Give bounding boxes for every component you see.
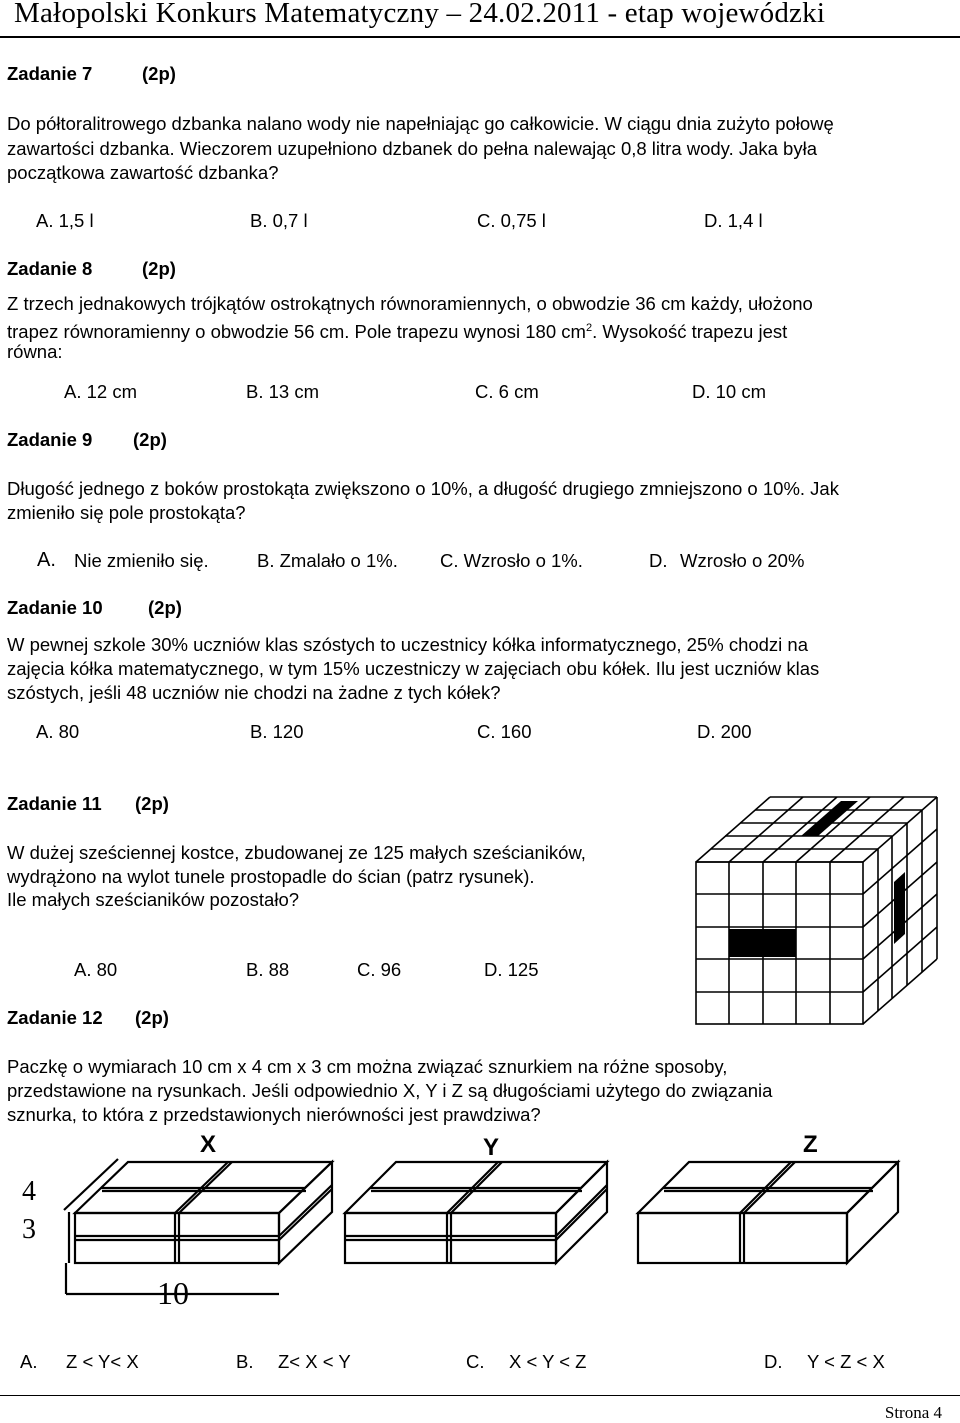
- task-12-line: przedstawione na rysunkach. Jeśli odpowiednio X, Y i Z są długościami użytego do związania: [7, 1080, 773, 1101]
- task-8-answer-b: B. 13 cm: [246, 381, 319, 402]
- dim-label-3: 3: [22, 1214, 36, 1245]
- task-8-line: trapez równoramienny o obwodzie 56 cm. Pole trapezu wynosi 180 $cm^2$. Wysokość trapezu jest: [7, 321, 788, 343]
- task-8-title: Zadanie 8: [7, 258, 93, 279]
- task-9-answer-d: Wzrosło o 20%: [680, 550, 805, 571]
- packages-figure: [0, 1126, 960, 1336]
- label-x: X: [200, 1131, 217, 1158]
- task-7-line: zawartości dzbanka. Wieczorem uzupełniono dzbanek do pełna nalewając 0,8 litra wody. Jaka była: [7, 138, 817, 159]
- task-11-answer-b: B. 88: [246, 959, 290, 980]
- task-7-points: (2p): [142, 63, 176, 84]
- dim-label-4: 4: [22, 1176, 36, 1207]
- task-12-answer-b-letter: B.: [236, 1351, 254, 1372]
- label-z: Z: [803, 1131, 818, 1158]
- task-10-answer-c: C. 160: [477, 721, 532, 742]
- task-9-answer-d-letter: D.: [649, 550, 668, 571]
- task-11-line: Ile małych sześcianików pozostało?: [7, 889, 300, 910]
- task-11-line: W dużej sześciennej kostce, zbudowanej ze 125 małych sześcianików,: [7, 842, 586, 863]
- task-12-answer-a: Z < Y< X: [66, 1351, 139, 1372]
- task-9-answer-c: C. Wzrosło o 1%.: [440, 550, 583, 571]
- task-10-line: W pewnej szkole 30% uczniów klas szóstych to uczestnicy kółka informatycznego, 25% chodzi na: [7, 634, 809, 655]
- task-8-line: równa:: [7, 341, 63, 362]
- task-12-line: sznurka, to która z przedstawionych nierówności jest prawdziwa?: [7, 1104, 541, 1125]
- task-10-answer-b: B. 120: [250, 721, 304, 742]
- package-z: [638, 1162, 898, 1263]
- task-11-line: wydrążono na wylot tunele prostopadle do ścian (patrz rysunek).: [7, 866, 535, 887]
- task-9-points: (2p): [133, 429, 167, 450]
- task-7-title: Zadanie 7: [7, 63, 93, 84]
- task-9-line: zmieniło się pole prostokąta?: [7, 502, 246, 523]
- task-8-points: (2p): [142, 258, 176, 279]
- task-12-title: Zadanie 12: [7, 1007, 103, 1028]
- task-7-answer-b: B. 0,7 l: [250, 210, 308, 231]
- task-11-answer-c: C. 96: [357, 959, 402, 980]
- task-8-answer-d: D. 10 cm: [692, 381, 767, 402]
- task-12-answer-d: Y < Z < X: [807, 1351, 885, 1372]
- task-7-answer-c: C. 0,75 l: [477, 210, 546, 231]
- task-11-answer-d: D. 125: [484, 959, 539, 980]
- task-11-title: Zadanie 11: [7, 793, 102, 814]
- task-7-answer-a: A. 1,5 l: [36, 210, 94, 231]
- task-12-points: (2p): [135, 1007, 169, 1028]
- header-title: Małopolski Konkurs Matematyczny – 24.02.2011 - etap wojewódzki: [14, 0, 826, 29]
- label-y: Y: [483, 1134, 500, 1161]
- footer-divider: [0, 1395, 960, 1396]
- task-10-line: zajęcia kółka matematycznego, w tym 15% uczestniczy w zajęciach obu kółek. Ilu jest uczniów klas: [7, 658, 820, 679]
- task-7-line: Do półtoralitrowego dzbanka nalano wody nie napełniając go całkowicie. W ciągu dnia zużyto połowę: [7, 113, 834, 134]
- package-y: [345, 1162, 607, 1263]
- task-12-line: Paczkę o wymiarach 10 cm x 4 cm x 3 cm można związać sznurkiem na różne sposoby,: [7, 1056, 728, 1077]
- task-10-points: (2p): [148, 597, 182, 618]
- task-8-answer-a: A. 12 cm: [64, 381, 137, 402]
- task-11-points: (2p): [135, 793, 169, 814]
- task-12-answer-a-letter: A.: [20, 1351, 38, 1372]
- task-9-answer-b: B. Zmalało o 1%.: [257, 550, 398, 571]
- task-7-answer-d: D. 1,4 l: [704, 210, 763, 231]
- task-10-title: Zadanie 10: [7, 597, 103, 618]
- task-12-answer-b: Z< X < Y: [278, 1351, 351, 1372]
- task-12-answer-d-letter: D.: [764, 1351, 783, 1372]
- task-12-answer-c-letter: C.: [466, 1351, 485, 1372]
- cube-figure: [686, 785, 956, 1030]
- task-10-answer-d: D. 200: [697, 721, 752, 742]
- task-11-answer-a: A. 80: [74, 959, 118, 980]
- task-9-line: Długość jednego z boków prostokąta zwiększono o 10%, a długość drugiego zmniejszono o 10%. Jak: [7, 478, 839, 499]
- task-7-line: początkowa zawartość dzbanka?: [7, 162, 279, 183]
- task-9-answer-a-letter: A.: [37, 549, 56, 571]
- task-12-answer-c: X < Y < Z: [509, 1351, 587, 1372]
- task-9-title: Zadanie 9: [7, 429, 93, 450]
- task-8-answer-c: C. 6 cm: [475, 381, 539, 402]
- task-10-answer-a: A. 80: [36, 721, 80, 742]
- task-9-answer-a: Nie zmieniło się.: [74, 550, 209, 571]
- package-x: [64, 1159, 332, 1294]
- task-8-line: Z trzech jednakowych trójkątów ostrokątnych równoramiennych, o obwodzie 36 cm każdy, ułożono: [7, 293, 813, 314]
- dim-label-10: 10: [157, 1275, 189, 1311]
- page-number: Strona 4: [884, 1403, 942, 1422]
- task-10-line: szóstych, jeśli 48 uczniów nie chodzi na żadne z tych kółek?: [7, 682, 501, 703]
